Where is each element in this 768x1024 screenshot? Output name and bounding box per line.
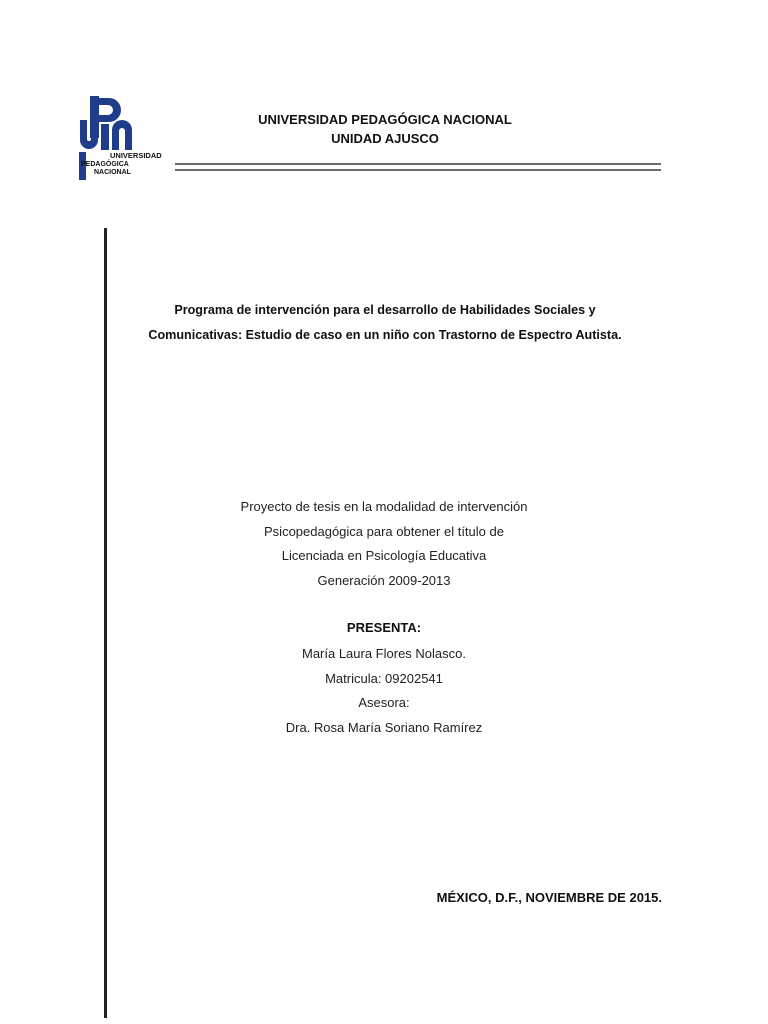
logo-text-3: NACIONAL — [94, 169, 131, 176]
unit-name: UNIDAD AJUSCO — [331, 131, 439, 146]
author-block — [170, 642, 598, 740]
left-margin-bar — [104, 228, 107, 1018]
author-matricula: Matricula: 09202541 — [325, 670, 443, 686]
upn-logo — [78, 94, 170, 180]
advisor-label: Asesora: — [358, 695, 410, 710]
thesis-title — [110, 298, 660, 348]
thesis-title-line-2: Comunicativas: Estudio de caso en un niño con Trastorno de Espectro Autista. — [148, 328, 622, 342]
description-line-4: Generación 2009-2013 — [317, 572, 451, 588]
thesis-description — [170, 495, 598, 593]
logo-text-2: PEDAGÓGICA — [81, 161, 129, 168]
place-date: MÉXICO, D.F., NOVIEMBRE DE 2015. — [436, 890, 662, 905]
author-name: María Laura Flores Nolasco. — [301, 646, 466, 661]
description-line-2: Psicopedagógica para obtener el título de — [264, 523, 504, 539]
institution-name: UNIVERSIDAD PEDAGÓGICA NACIONAL — [258, 112, 512, 127]
description-line-1: Proyecto de tesis en la modalidad de intervención — [240, 499, 528, 514]
advisor-name: Dra. Rosa María Soriano Ramírez — [285, 719, 483, 735]
header-rule — [175, 163, 661, 171]
logo-text-1: UNIVERSIDAD — [110, 151, 162, 160]
presenta-label: PRESENTA: — [346, 620, 422, 635]
upn-logo-mark — [78, 94, 170, 180]
thesis-title-line-1: Programa de intervención para el desarrollo de Habilidades Sociales y — [174, 303, 596, 317]
description-line-3: Licenciada en Psicología Educativa — [281, 548, 487, 563]
